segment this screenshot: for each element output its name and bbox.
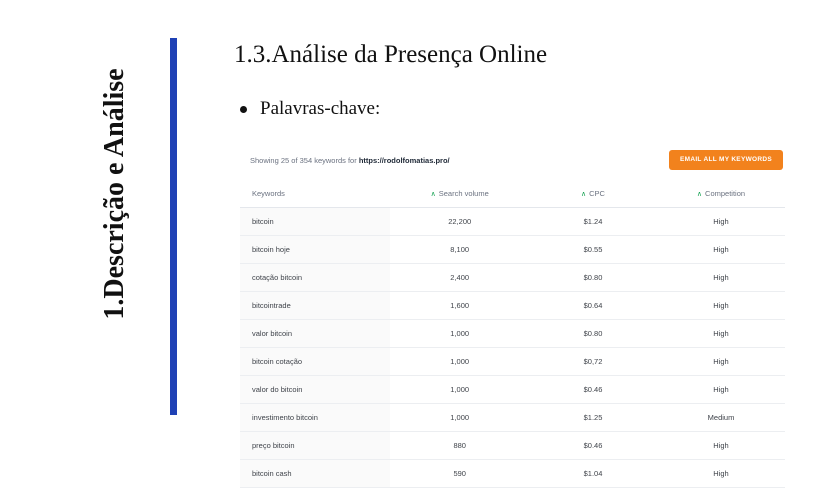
keywords-table-head	[240, 183, 785, 208]
cell-cpc: $0,72	[529, 348, 657, 376]
cell-keyword: bitcoin cotação	[240, 348, 390, 376]
cell-volume: 590	[390, 460, 529, 488]
table-row[interactable]	[240, 376, 785, 404]
cell-cpc: $0.46	[529, 432, 657, 460]
sort-caret-icon: ∧	[430, 191, 436, 198]
cell-competition: High	[657, 208, 785, 236]
table-header-row	[240, 183, 785, 208]
table-row[interactable]	[240, 348, 785, 376]
cell-competition: High	[657, 460, 785, 488]
cell-competition: High	[657, 376, 785, 404]
bullet-item	[240, 98, 794, 120]
cell-volume: 22,200	[390, 208, 529, 236]
bullet-dot-icon	[240, 106, 247, 113]
slide-content	[234, 38, 794, 120]
cell-volume: 880	[390, 432, 529, 460]
cell-cpc: $0.80	[529, 264, 657, 292]
table-row[interactable]	[240, 208, 785, 236]
side-title-label: 1.Descrição e Análise	[99, 68, 130, 320]
cell-keyword: preço bitcoin	[240, 432, 390, 460]
cell-volume: 1,600	[390, 292, 529, 320]
results-summary-domain: https://rodolfomatias.pro/	[358, 155, 450, 165]
cell-competition: High	[657, 292, 785, 320]
cell-volume: 1,000	[390, 376, 529, 404]
column-header-cpc[interactable]	[529, 183, 657, 208]
cell-competition: High	[657, 236, 785, 264]
cell-keyword: bitcointrade	[240, 292, 390, 320]
cell-keyword: cotação bitcoin	[240, 264, 390, 292]
table-row[interactable]	[240, 292, 785, 320]
side-title	[0, 0, 150, 461]
cell-competition: Medium	[657, 404, 785, 432]
cell-volume: 1,000	[390, 348, 529, 376]
cell-cpc: $0.46	[529, 376, 657, 404]
accent-bar	[170, 38, 177, 415]
sort-caret-icon: ∧	[581, 191, 587, 198]
column-header-keywords[interactable]: Keywords	[240, 183, 390, 208]
keyword-tool-header	[240, 143, 785, 173]
cell-cpc: $1.24	[529, 208, 657, 236]
cell-keyword: valor do bitcoin	[240, 376, 390, 404]
table-row[interactable]	[240, 404, 785, 432]
cell-cpc: $0.55	[529, 236, 657, 264]
cell-competition: High	[657, 432, 785, 460]
table-row[interactable]	[240, 320, 785, 348]
cell-competition: High	[657, 348, 785, 376]
cell-keyword: bitcoin	[240, 208, 390, 236]
keywords-table-body	[240, 208, 785, 488]
table-row[interactable]	[240, 264, 785, 292]
cell-cpc: $1.04	[529, 460, 657, 488]
cell-keyword: bitcoin cash	[240, 460, 390, 488]
results-summary-text: Showing 25 of 354 keywords for	[250, 155, 359, 165]
email-all-my-keywords-button[interactable]: EMAIL ALL MY KEYWORDS	[669, 150, 783, 171]
keywords-table	[240, 183, 785, 488]
cell-keyword: investimento bitcoin	[240, 404, 390, 432]
cell-cpc: $1.25	[529, 404, 657, 432]
cell-volume: 1,000	[390, 320, 529, 348]
bullet-label: Palavras-chave:	[260, 98, 381, 119]
cell-cpc: $0.80	[529, 320, 657, 348]
cell-competition: High	[657, 320, 785, 348]
cell-volume: 8,100	[390, 236, 529, 264]
keyword-tool-card	[240, 143, 785, 488]
column-header-search-volume-label: Search volume	[438, 189, 489, 198]
table-row[interactable]	[240, 460, 785, 488]
table-row[interactable]	[240, 432, 785, 460]
cell-competition: High	[657, 264, 785, 292]
column-header-competition[interactable]	[657, 183, 785, 208]
cell-volume: 1,000	[390, 404, 529, 432]
cell-cpc: $0.64	[529, 292, 657, 320]
column-header-search-volume[interactable]	[390, 183, 529, 208]
page-title: 1.3.Análise da Presença Online	[234, 41, 548, 68]
column-header-cpc-label: CPC	[589, 189, 605, 198]
cell-keyword: bitcoin hoje	[240, 236, 390, 264]
column-header-competition-label: Competition	[705, 189, 746, 198]
cell-volume: 2,400	[390, 264, 529, 292]
table-row[interactable]	[240, 236, 785, 264]
sort-caret-icon: ∧	[696, 191, 703, 198]
cell-keyword: valor bitcoin	[240, 320, 390, 348]
results-summary	[250, 156, 450, 165]
